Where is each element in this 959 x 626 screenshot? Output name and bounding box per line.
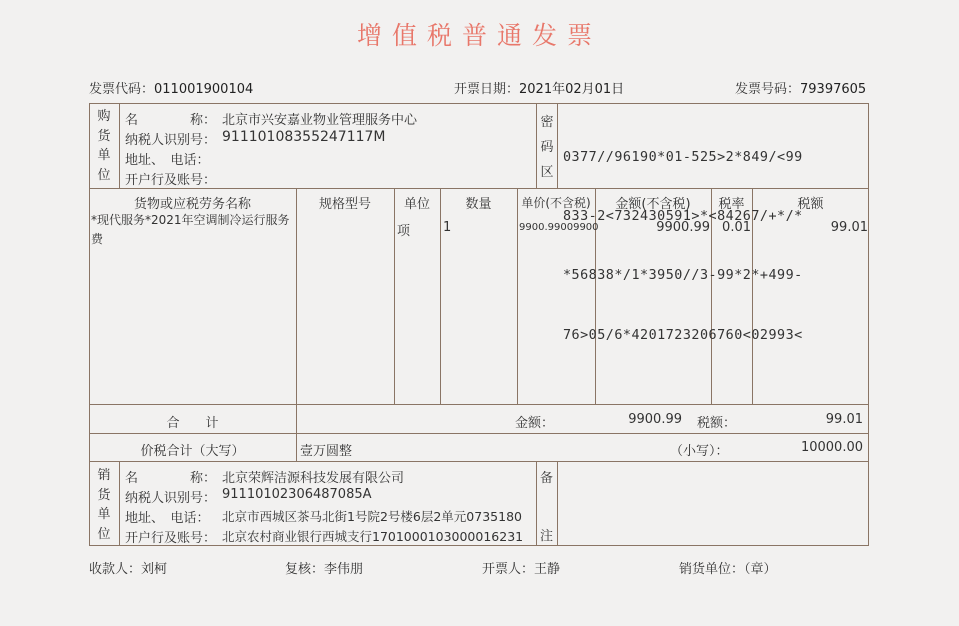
- grand-total-words: 壹万圆整: [300, 444, 353, 459]
- totals-label: 合 计: [166, 416, 219, 431]
- buyer-address-label: 地址、 电话：: [125, 153, 210, 168]
- issuer-name: 王静: [534, 562, 561, 577]
- divider: [557, 461, 558, 546]
- seller-section-char: 货: [97, 487, 111, 503]
- item-qty: 1: [443, 220, 452, 235]
- invoice-number-value: 79397605: [800, 82, 867, 97]
- invoice-code-label: 发票代码：: [89, 82, 155, 97]
- issuer-label: 开票人：: [482, 562, 535, 577]
- footer-issuer: [482, 558, 560, 577]
- totals-amount-label: 金额：: [515, 416, 555, 431]
- seller-address-label: 地址、 电话：: [125, 511, 210, 526]
- invoice-title: 增值税普通发票: [356, 21, 602, 50]
- col-header-spec: 规格型号: [318, 197, 371, 212]
- buyer-section-char: 购: [97, 109, 111, 124]
- seller-section-char: 位: [97, 526, 111, 542]
- reviewer-label: 复核：: [285, 562, 325, 577]
- invoice-date: [454, 78, 624, 97]
- buyer-taxid: 91110108355247117M: [222, 129, 386, 145]
- totals-tax-label: 税额：: [697, 416, 737, 431]
- buyer-name: 北京市兴安嘉业物业管理服务中心: [222, 113, 418, 128]
- seller-address: 北京市西城区茶马北街1号院2号楼6层2单元0735180: [222, 509, 522, 524]
- divider: [119, 103, 120, 188]
- col-header-unit: 单位: [403, 197, 430, 212]
- divider: [517, 188, 518, 404]
- item-amount: 9900.99: [656, 220, 710, 235]
- buyer-section-char: 位: [97, 167, 111, 183]
- cipher-label-char: 码: [540, 140, 554, 155]
- invoice-date-label: 开票日期：: [454, 82, 520, 97]
- grand-total-small: 10000.00: [800, 440, 863, 455]
- buyer-section-char: 货: [97, 128, 111, 144]
- divider: [536, 103, 537, 188]
- seller-name: 北京荣辉洁源科技发展有限公司: [222, 471, 405, 486]
- item-price: 9900.99009900: [519, 222, 599, 233]
- col-header-tax: 税额: [797, 197, 824, 212]
- seller-taxid-label: 纳税人识别号：: [125, 491, 217, 506]
- divider: [89, 404, 869, 405]
- col-header-qty: 数量: [465, 197, 492, 212]
- divider: [89, 433, 869, 434]
- divider: [536, 461, 537, 546]
- seller-section-label: [95, 466, 113, 544]
- item-rate: 0.01: [722, 220, 751, 235]
- cipher-label: [538, 110, 556, 185]
- seller-taxid: 91110102306487085A: [222, 487, 372, 502]
- buyer-section-label: [95, 107, 113, 185]
- item-tax: 99.01: [830, 220, 868, 235]
- footer-payee: [89, 558, 167, 577]
- cipher-line: 0377//96190*01-525>2*849/<99: [563, 149, 803, 165]
- cipher-label-char: 密: [540, 115, 554, 130]
- divider: [296, 188, 297, 461]
- invoice-number-label: 发票号码：: [735, 82, 801, 97]
- invoice-code-value: 011001900104: [154, 82, 254, 97]
- seller-bank-label: 开户行及账号：: [125, 531, 217, 546]
- cipher-line: *56838*/1*3950//3-99*2*+499-: [563, 268, 803, 284]
- invoice-number: [735, 78, 866, 97]
- buyer-taxid-label: 纳税人识别号：: [125, 133, 217, 148]
- cipher-text: [563, 108, 803, 365]
- cipher-line: 833-2<732430591>*<84267/+*/*: [563, 208, 803, 224]
- totals-tax: 99.01: [825, 412, 863, 427]
- cipher-label-char: 区: [540, 165, 554, 180]
- invoice-code: [89, 78, 253, 97]
- item-name-line1: *现代服务*2021年空调制冷运行服务: [91, 213, 290, 227]
- divider: [89, 461, 869, 462]
- payee-label: 收款人：: [89, 562, 142, 577]
- payee-name: 刘柯: [141, 562, 168, 577]
- cipher-line: 76>05/6*4201723206760<02993<: [563, 327, 803, 343]
- col-header-price: 单价(不含税): [521, 196, 591, 210]
- grand-total-small-label: （小写）：: [670, 444, 729, 459]
- col-header-amount: 金额(不含税): [615, 197, 691, 212]
- totals-amount: 9900.99: [628, 412, 682, 427]
- divider: [119, 461, 120, 546]
- grand-total-label: 价税合计（大写）: [140, 444, 245, 459]
- col-header-item: 货物或应税劳务名称: [133, 197, 251, 212]
- footer-reviewer: [285, 558, 363, 577]
- remarks-label-bottom: 注: [540, 529, 554, 544]
- seller-name-label: 名 称：: [125, 471, 217, 486]
- item-name-line2: 费: [91, 232, 104, 246]
- reviewer-name: 李伟朋: [324, 562, 364, 577]
- item-unit: 项: [397, 224, 411, 239]
- col-header-rate: 税率: [718, 197, 745, 212]
- invoice-date-value: 2021年02月01日: [519, 82, 625, 97]
- remarks-label-top: 备: [540, 471, 554, 486]
- footer-seller-seal: 销货单位：（章）: [679, 562, 777, 577]
- buyer-name-label: 名 称：: [125, 113, 217, 128]
- buyer-section-char: 单: [97, 148, 111, 163]
- seller-section-char: 单: [97, 507, 111, 522]
- divider: [394, 188, 395, 404]
- buyer-bank-label: 开户行及账号：: [125, 173, 217, 188]
- divider: [440, 188, 441, 404]
- seller-section-char: 销: [97, 468, 111, 483]
- seller-bank: 北京农村商业银行西城支行1701000103000016231: [222, 529, 524, 544]
- divider: [557, 103, 558, 188]
